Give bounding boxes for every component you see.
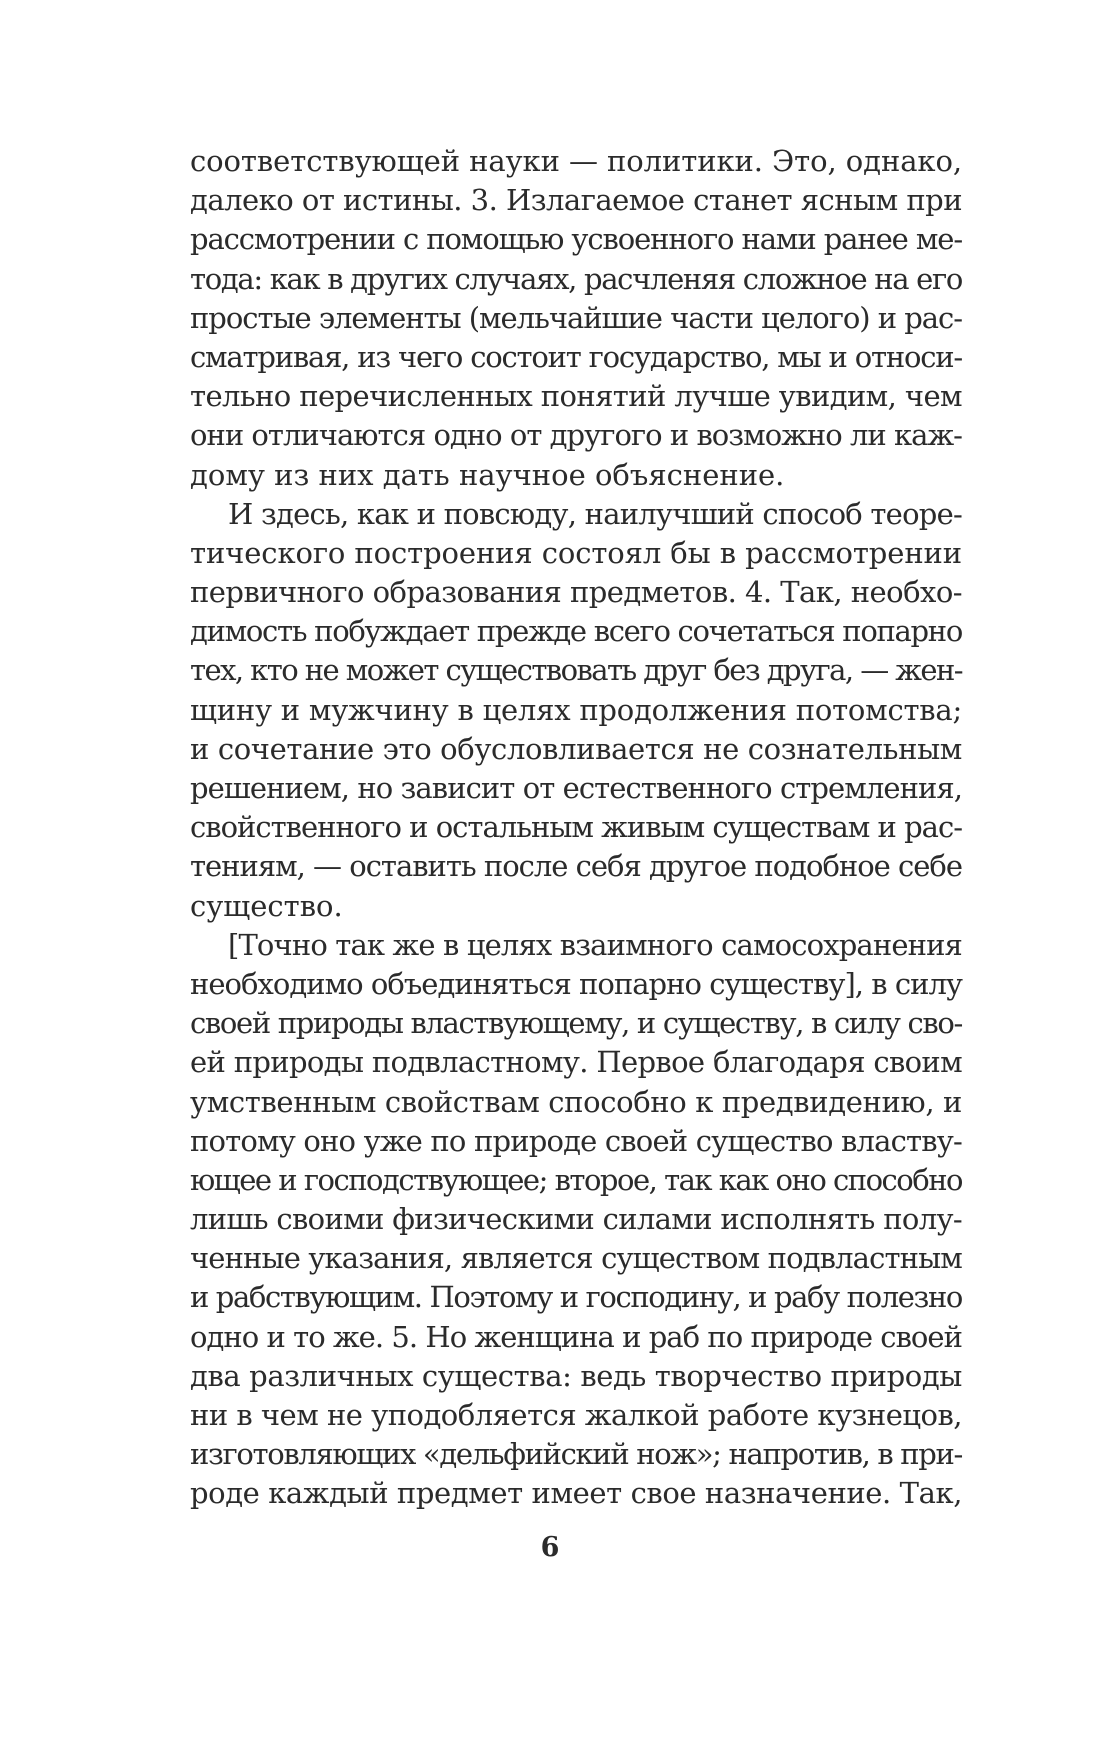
text-line: [Точно так же в целях взаимного самосохранения xyxy=(228,927,962,962)
text-line: тельно перечисленных понятий лучше увидим, чем xyxy=(190,379,962,414)
text-line: они отличаются одно от другого и возможно ли каж- xyxy=(190,418,962,453)
text-line: роде каждый предмет имеет свое назначение. Так, xyxy=(190,1476,963,1511)
text-line: тода: как в других случаях, расчленяя сложное на его xyxy=(190,261,962,296)
text-line: далеко от истины. 3. Излагаемое станет ясным при xyxy=(190,183,963,218)
text-line: соответствующей науки — политики. Это, однако, xyxy=(190,144,962,178)
text-line: рассмотрении с помощью усвоенного нами ранее ме- xyxy=(190,222,963,257)
text-line: щину и мужчину в целях продолжения потомства; xyxy=(190,692,962,727)
text-line: тениям, — оставить после себя другое подобное себе xyxy=(190,849,962,884)
text-line: два различных существа: ведь творчество природы xyxy=(190,1358,962,1393)
text-line: первичного образования предметов. 4. Так, необхо- xyxy=(190,575,962,610)
text-line: тех, кто не может существовать друг без друга, — жен- xyxy=(190,653,962,688)
text-line: ни в чем не уподобляется жалкой работе кузнецов, xyxy=(190,1398,962,1432)
text-line: своей природы властвующему, и существу, в силу сво- xyxy=(190,1006,962,1041)
text-line: ченные указания, является существом подвластным xyxy=(190,1241,962,1276)
body-text xyxy=(190,142,962,1514)
text-line: тического построения состоял бы в рассмотрении xyxy=(190,535,962,570)
text-line: И здесь, как и повсюду, наилучший способ теоре- xyxy=(228,496,962,531)
text-line: потому оно уже по природе своей существо властву- xyxy=(190,1123,962,1158)
text-line: решением, но зависит от естественного стремления, xyxy=(190,771,963,805)
text-line: и сочетание это обусловливается не сознательным xyxy=(190,731,962,766)
text-line: и рабствующим. Поэтому и господину, и рабу полезно xyxy=(190,1280,963,1315)
text-line: простые элементы (мельчайшие части целого) и рас- xyxy=(190,300,963,335)
text-line: существо. xyxy=(190,888,343,923)
text-line: лишь своими физическими силами исполнять полу- xyxy=(190,1202,962,1237)
text-line: ей природы подвластному. Первое благодаря своим xyxy=(190,1045,962,1080)
text-line: необходимо объединяться попарно существу], в силу xyxy=(190,966,962,1001)
page-number: 6 xyxy=(540,1532,560,1563)
text-line: сматривая, из чего состоит государство, мы и относи- xyxy=(190,339,962,374)
text-line: свойственного и остальным живым существам и рас- xyxy=(190,810,962,845)
text-line: ющее и господствующее; второе, так как оно способно xyxy=(190,1162,962,1197)
text-line: умственным свойствам способно к предвидению, и xyxy=(190,1084,962,1119)
text-line: димость побуждает прежде всего сочетаться попарно xyxy=(190,614,962,649)
text-line: изготовляющих «дельфийский нож»; напротив, в при- xyxy=(190,1437,962,1472)
text-line: дому из них дать научное объяснение. xyxy=(190,457,785,492)
text-line: одно и то же. 5. Но женщина и раб по природе своей xyxy=(190,1319,963,1354)
